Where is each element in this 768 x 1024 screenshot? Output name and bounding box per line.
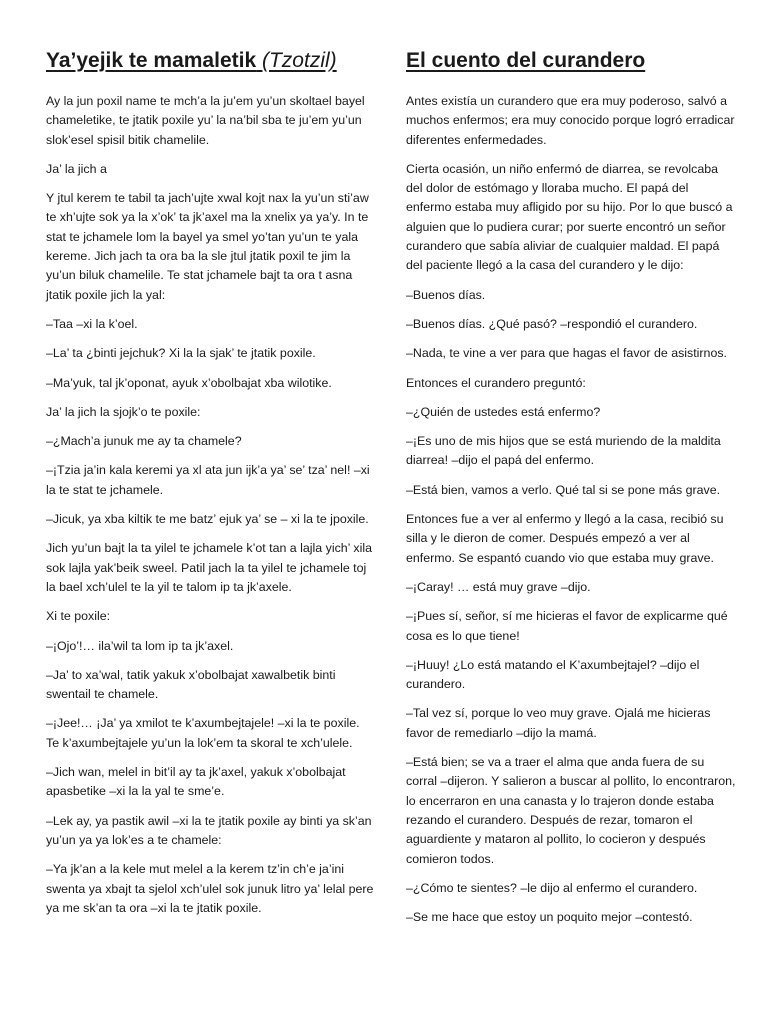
spanish-paragraph: –¡Es uno de mis hijos que se está muriendo de la maldita diarrea! –dijo el papá del enfermo. [406, 434, 721, 468]
tzotzil-paragraph: Y jtul kerem te tabil ta jach’ujte xwal kojt nax la yu’un sti’aw te xh’ujte sok ya la x’ok’ ta jk’axel ma la xnelix ya ya’y. In te stat te jchamele lom la bayel ya smel yo’tan yu’un te yala kereme. Jich jach ta ora ba la sle jtul jtatik poxil te jim la yu’un biluk chamelile. Te stat jchamele bajt ta ora t asna jtatik poxile jich la yal: [46, 191, 369, 302]
tzotzil-paragraph: –¡Jee!… ¡Ja’ ya xmilot te k’axumbejtajele! –xi la te poxile. Te k’axumbejtajele yu’un la lok’em ta skoral te xch’ulele. [46, 716, 360, 750]
tzotzil-paragraph: Ay la jun poxil name te mch’a la ju’em yu’un skoltael bayel chameletike, te jtatik poxile yu’ la na’bil sba te ju’em yu’un slok’esel spisil bitik chamelile. [46, 94, 365, 147]
tzotzil-paragraph: –Jicuk, ya xba kiltik te me batz’ ejuk ya’ se – xi la te jpoxile. [46, 512, 369, 527]
spanish-paragraph: Antes existía un curandero que era muy poderoso, salvó a muchos enfermos; era muy conocido porque logró erradicar diferentes enfermedades. [406, 94, 735, 147]
tzotzil-paragraph: –¿Mach’a junuk me ay ta chamele? [46, 434, 242, 449]
tzotzil-paragraph: Jich yu’un bajt la ta yilel te jchamele k’ot tan a lajla yich’ xila sok lajla yak’beik sweel. Patil jach la ta yilel te jchamele toj la bael xch’ulel te la yil te talom ip ta jk’axele. [46, 541, 372, 594]
spanish-paragraph: –Buenos días. ¿Qué pasó? –respondió el curandero. [406, 316, 698, 331]
spanish-paragraph: –Está bien, vamos a verlo. Qué tal si se pone más grave. [406, 482, 721, 497]
tzotzil-title [46, 48, 374, 74]
tzotzil-title-language: (Tzotzil) [261, 49, 337, 72]
spanish-paragraph: –¿Cómo te sientes? –le dijo al enfermo el curandero. [406, 880, 698, 895]
tzotzil-column [46, 48, 374, 928]
spanish-paragraph: –¡Huuy! ¿Lo está matando el K’axumbejtajel? –dijo el curandero. [406, 657, 700, 692]
spanish-paragraph: Entonces el curandero preguntó: [406, 375, 586, 390]
tzotzil-paragraph: Ja’ la jich a [46, 161, 107, 176]
tzotzil-paragraph: Xi te poxile: [46, 609, 111, 624]
spanish-paragraph: Entonces fue a ver al enfermo y llegó a la casa, recibió su silla y le dieron de comer. Después empezó a ver al enfermo. Se espantó cuando vio que estaba muy grave. [406, 512, 724, 565]
spanish-paragraph: –¡Pues sí, señor, sí me hicieras el favor de explicarme qué cosa es lo que tiene! [406, 609, 728, 643]
tzotzil-paragraph: –Taa –xi la k’oel. [46, 316, 138, 331]
tzotzil-paragraph: Ja’ la jich la sjojk’o te poxile: [46, 404, 201, 419]
spanish-paragraph: –Nada, te vine a ver para que hagas el favor de asistirnos. [406, 346, 727, 361]
spanish-paragraph: –Está bien; se va a traer el alma que anda fuera de su corral –dijeron. Y salieron a buscar al pollito, lo encontraron, lo encerraron en una canasta y lo trajeron donde estaba rezando el curandero. Después de rezar, tomaron el aguardiente y mataron al pollito, lo cocieron y después comieron todos. [406, 755, 736, 866]
spanish-paragraph: –Tal vez sí, porque lo veo muy grave. Ojalá me hicieras favor de remediarlo –dijo la mamá. [406, 706, 711, 740]
tzotzil-paragraph: –¡Ojo’!… ila’wil ta lom ip ta jk’axel. [46, 638, 234, 653]
tzotzil-paragraph: –Ja’ to xa’wal, tatik yakuk x’obolbajat xawalbetik binti swentail te chamele. [46, 667, 336, 702]
tzotzil-paragraph: –Ma’yuk, tal jk’oponat, ayuk x’obolbajat xba wilotike. [46, 375, 332, 390]
tzotzil-paragraph: –Lek ay, ya pastik awil –xi la te jtatik poxile ay binti ya sk’an yu’un ya ya lok’es a te chamele: [46, 813, 372, 847]
spanish-paragraph: –¡Caray! … está muy grave –dijo. [406, 579, 591, 594]
spanish-title: El cuento del curandero [406, 49, 646, 72]
spanish-paragraph: Cierta ocasión, un niño enfermó de diarrea, se revolcaba del dolor de estómago y lloraba mucho. El papá del enfermo estaba muy afligido por su hijo. Por lo que buscó a alguien que lo pudiera curar; por suerte encontró un señor curandero que sabía aliviar de cualquier maldad. El papá del paciente llegó a la casa del curandero y le dijo: [406, 161, 733, 273]
spanish-column [406, 48, 736, 937]
tzotzil-paragraph: –Jich wan, melel in bit’il ay ta jk’axel, yakuk x’obolbajat apasbetike –xi la la yal te sme’e. [46, 765, 346, 799]
tzotzil-title-main: Ya’yejik te mamaletik [46, 49, 257, 72]
spanish-paragraph: –Se me hace que estoy un poquito mejor –contestó. [406, 910, 693, 925]
tzotzil-paragraph: –Ya jk’an a la kele mut melel a la kerem tz’in ch’e ja’ini swenta ya xbajt ta sjelol xch’ulel sok junuk litro ya’ lelal pere ya me sk’an ta ora –xi la te jtatik poxile. [46, 862, 374, 915]
tzotzil-paragraph: –¡Tzia ja’in kala keremi ya xl ata jun ijk’a ya’ se’ tza’ nel! –xi la te stat te jchamele. [46, 463, 370, 497]
spanish-paragraph: –Buenos días. [406, 287, 486, 302]
tzotzil-paragraph: –La’ ta ¿binti jejchuk? Xi la la sjak’ te jtatik poxile. [46, 346, 316, 361]
spanish-paragraph: –¿Quién de ustedes está enfermo? [406, 404, 601, 419]
